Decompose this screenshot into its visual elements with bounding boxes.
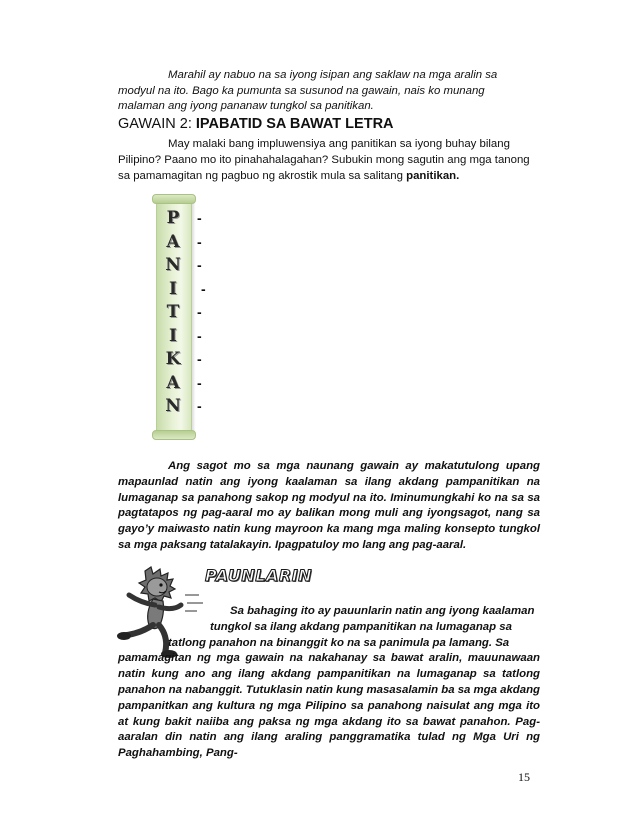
intro-paragraph: Marahil ay nabuo na sa iyong isipan ang saklaw na mga aralin sa modyul na ito. Bago ka pumunta sa susunod na gawain, nais ko munang malaman ang iyong pananaw tungkol sa panitikan. [118,69,498,112]
acrostic-letter: I [169,325,177,346]
gawain-label: GAWAIN 2: [118,116,196,132]
acrostic-letter: K [165,349,181,369]
gawain-heading [118,115,394,133]
acrostic-letter: A [166,231,180,252]
acrostic-letter: P [166,208,180,228]
acrostic-dashes [197,207,206,419]
gawain-paragraph-text: May malaki bang impluwensiya ang panitikan sa iyong buhay bilang Pilipino? Paano mo ito pinahahalagahan? Subukin mong sagutin ang mga tanong sa pamamagitan ng pagbuo ng akrostik mula sa salitang [118,138,530,182]
paunlarin-body: pamamagitan ng mga gawain na nakahanay sa bawat aralin, mauunawaan natin kung ano ang ilang akdang pampanitikan na lumaganap sa tatlong panahon na nabanggit. Tutuklasin natin kung masasalamin ba sa mga akdang pampanitkan ang kultura ng mga Pilipino sa panahong naisulat ang mga ito at kung bakit naiiba ang paksa ng mga akdang ito sa bawat panahon. Pag-aaralan din natin ang ilang araling panggramatika tulad ng Mga Uri ng Paghahambing, Pang- [118,652,540,760]
acrostic-dash: - [197,374,202,391]
acrostic-letter: N [165,396,181,416]
acrostic-letter: A [166,372,180,393]
acrostic-dash: - [197,351,202,367]
paunlarin-line-3: tatlong panahon na binanggit ko na sa panimula pa lamang. Sa [168,636,510,649]
gawain-paragraph [118,136,536,184]
acrostic-letter: T [166,302,180,322]
paunlarin-line-1: Sa bahaging ito ay pauunlarin natin ang iyong kaalaman [230,605,535,617]
paunlarin-line-2: tungkol sa ilang akdang pampanitikan na lumaganap sa [210,620,512,633]
acrostic-dash: - [197,327,202,344]
acrostic-dash: - [197,233,202,250]
paunlarin-heading: PAUNLARIN [205,566,313,585]
paunlarin-paragraph [118,604,540,762]
acrostic-letter: N [165,255,181,275]
scroll-top-roll [152,194,196,204]
scroll-bottom-roll [152,430,196,440]
gawain-title: IPABATID SA BAWAT LETRA [195,116,394,132]
acrostic-dash: - [197,210,202,226]
acrostic-dash: - [197,304,202,320]
ang-sagot-paragraph: Ang sagot mo sa mga naunang gawain ay makatutulong upang mapaunlad natin ang iyong kaalaman sa ilang akdang pampanitikan na lumaganap sa panahong sakop ng modyul na ito. Iminumungkahi ko na sa sa pagtatapos ng pag-aaral mo ay balikan mong muli ang iyongsagot, nang sa gayo’y maiwasto natin kung mayroon ka mang mga maling konsepto tungkol sa mga paksang tatalakayin. Ipagpatuloy mo lang ang pag-aaral. [118,460,540,551]
gawain-keyword: panitikan. [406,170,460,182]
acrostic-dash: - [197,398,202,414]
acrostic-dash: - [201,280,206,297]
acrostic-dash: - [197,257,202,273]
page-number: 15 [518,770,530,784]
acrostic-letters [156,207,190,419]
acrostic-letter: I [169,278,177,299]
